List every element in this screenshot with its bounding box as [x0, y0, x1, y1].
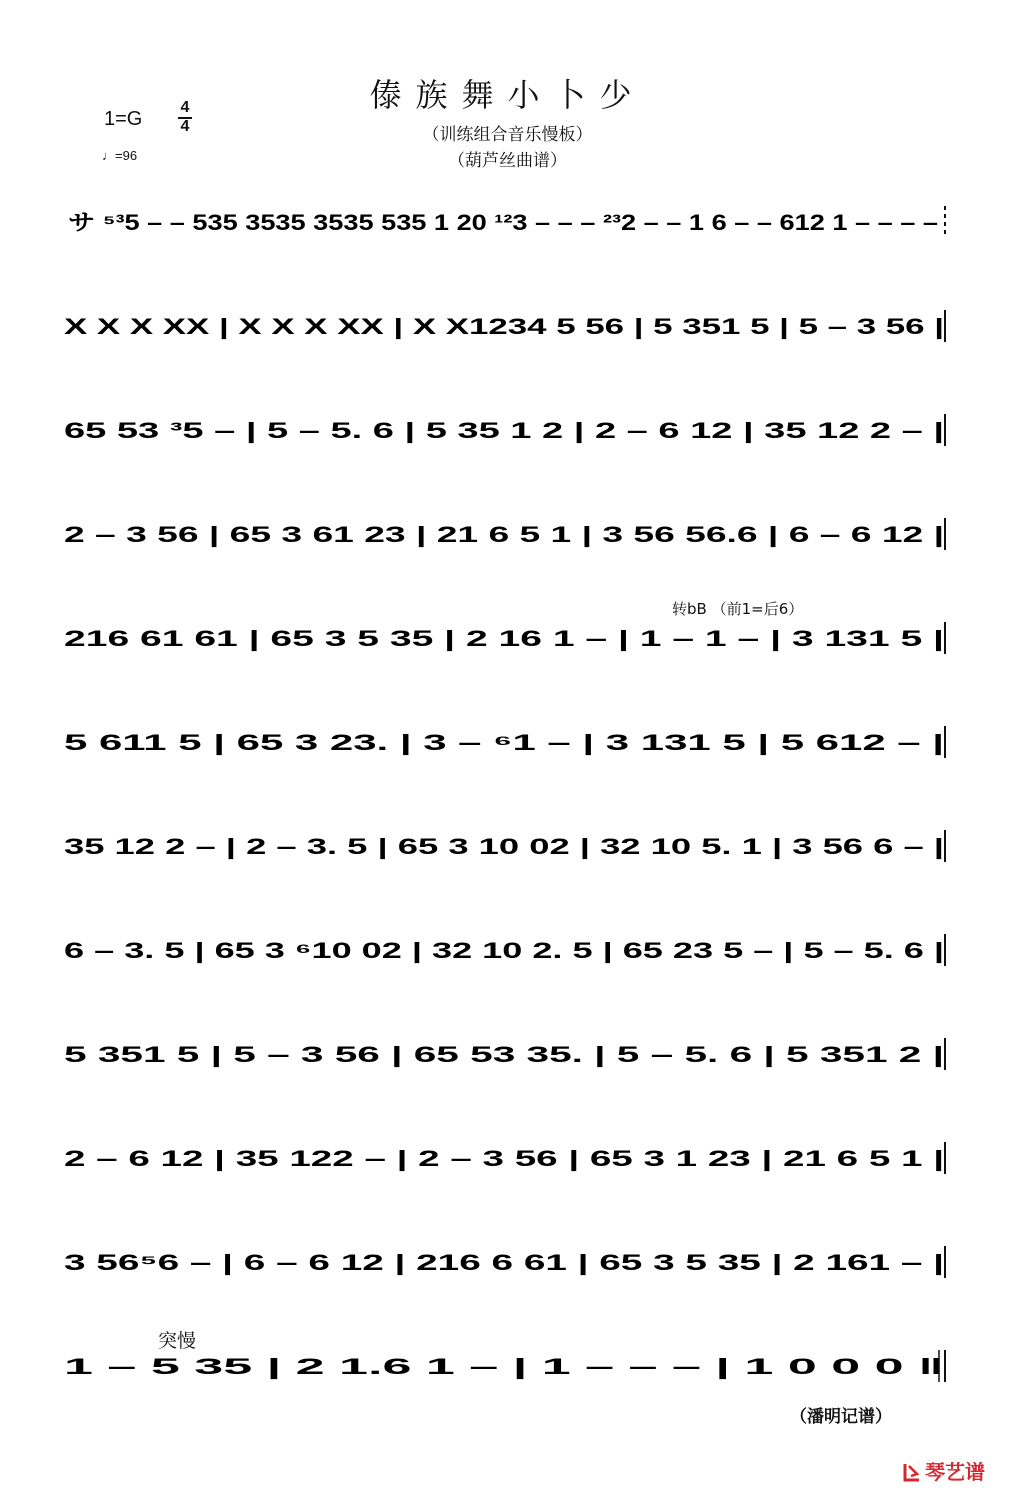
music-line-line7 — [0, 816, 1015, 876]
subtitle-instrument: （葫芦丝曲谱） — [448, 151, 567, 171]
music-line-line9 — [0, 1024, 1015, 1084]
notation-text: 65 53 ³5 – | 5 – 5. 6 | 5 35 1 2 | 2 – 6 12 | 35 12 2 – | — [64, 418, 944, 443]
music-line-svg — [0, 712, 1015, 772]
notation-text: 1 – 5 35 | 2 1.6 1 – | 1 – – – | 1 0 0 0 ‖ — [64, 1354, 945, 1379]
music-line-line5 — [0, 608, 1015, 668]
modulation-note: 转bB （前1=后6） — [672, 600, 804, 618]
music-line-svg — [0, 1232, 1015, 1292]
notation-text: 6 – 3. 5 | 65 3 ⁶10 02 | 32 10 2. 5 | 65 23 5 – | 5 – 5. 6 | — [64, 938, 944, 963]
music-line-line12 — [0, 1336, 1015, 1396]
music-line-svg — [0, 192, 1015, 252]
meter-bottom: 4 — [180, 118, 190, 135]
notation-text: 5 611 5 | 65 3 23. | 3 – ⁶1 – | 3 131 5 | 5 612 – | — [64, 730, 944, 755]
score-title: 傣族舞小卜少 — [369, 76, 646, 114]
notation-text: 3 56⁵6 – | 6 – 6 12 | 216 6 61 | 65 3 5 35 | 2 161 – | — [64, 1250, 944, 1275]
music-line-svg — [0, 296, 1015, 356]
music-line-line11 — [0, 1232, 1015, 1292]
music-line-line4 — [0, 504, 1015, 564]
music-line-intro — [0, 192, 1015, 252]
notation-text: 5 351 5 | 5 – 3 56 | 65 53 35. | 5 – 5. 6 | 5 351 2 | — [64, 1042, 944, 1067]
music-line-svg — [0, 504, 1015, 564]
time-signature — [178, 100, 192, 135]
music-line-svg — [0, 1128, 1015, 1188]
music-line-svg — [0, 920, 1015, 980]
music-line-line10 — [0, 1128, 1015, 1188]
transcriber-credit: （潘明记谱） — [790, 1407, 892, 1427]
tempo-change: 突慢 — [158, 1330, 197, 1352]
site-logo — [903, 1456, 985, 1485]
music-line-svg — [0, 816, 1015, 876]
notation-text: サ ⁵³5 – – 535 3535 3535 535 1 20 ¹²3 – – – ²³2 – – 1 6 – – 612 1 – – – – — [68, 210, 938, 235]
notation-text: 2 – 3 56 | 65 3 61 23 | 21 6 5 1 | 3 56 56.6 | 6 – 6 12 | — [64, 522, 944, 547]
tempo-marking: ♩=96 — [102, 148, 138, 163]
music-line-line3 — [0, 400, 1015, 460]
music-line-line8 — [0, 920, 1015, 980]
notation-text: 35 12 2 – | 2 – 3. 5 | 65 3 10 02 | 32 10 5. 1 | 3 56 6 – | — [64, 834, 944, 859]
music-line-line6 — [0, 712, 1015, 772]
music-line-svg — [0, 608, 1015, 668]
notation-text: 2 – 6 12 | 35 122 – | 2 – 3 56 | 65 3 1 23 | 21 6 5 1 | — [64, 1146, 944, 1171]
music-line-line2 — [0, 296, 1015, 356]
logo-icon — [903, 1462, 921, 1482]
meter-top: 4 — [180, 99, 190, 116]
notation-text: X X X XX | X X X XX | X X1234 5 56 | 5 351 5 | 5 – 3 56 | — [64, 314, 944, 339]
music-line-svg — [0, 1336, 1015, 1396]
notation-text: 216 61 61 | 65 3 5 35 | 2 16 1 – | 1 – 1 – | 3 131 5 | — [64, 626, 944, 651]
music-line-svg — [0, 1024, 1015, 1084]
music-line-svg — [0, 400, 1015, 460]
subtitle-arrangement: （训练组合音乐慢板） — [422, 125, 593, 145]
key-signature: 1=G — [104, 108, 143, 130]
logo-text: 琴艺谱 — [925, 1460, 985, 1484]
